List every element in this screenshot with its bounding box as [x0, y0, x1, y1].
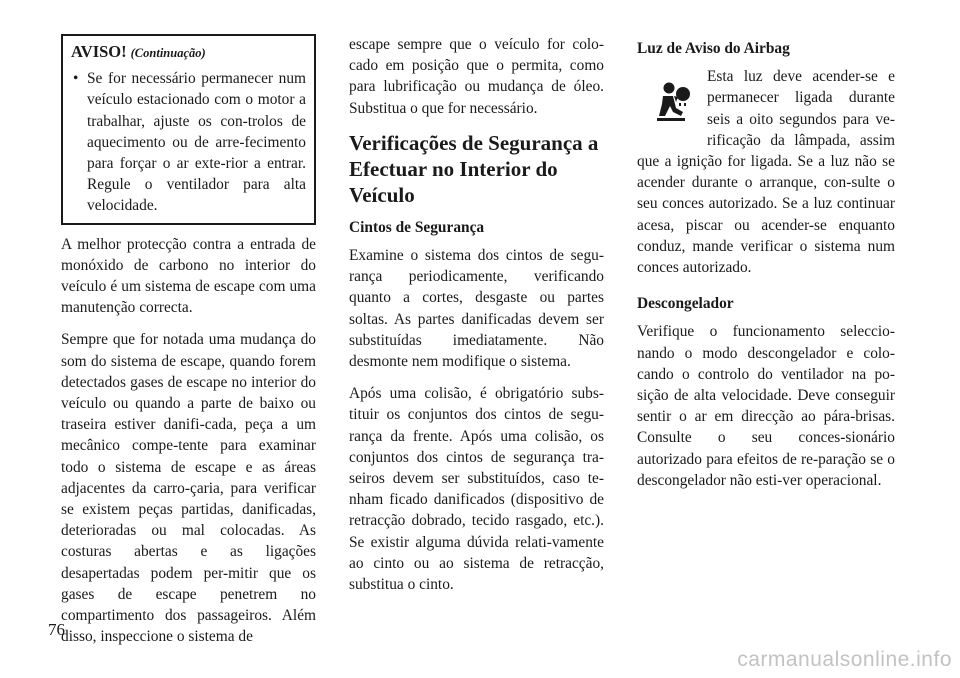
- airbag-warning-icon: [643, 72, 699, 134]
- paragraph-airbag-light: Esta luz deve acender-se e permanecer ligada durante seis a oito segundos para ve-rificação da lâmpada, assim que a ignição for ligada. Se a luz não se acender durante o arranque, con-sulte o seu conces autorizado. Se a luz continuar acesa, piscar ou acender-se enquanto conduz, mande verificar o sistema num conces autorizado.: [637, 68, 895, 277]
- warning-box: [61, 34, 316, 225]
- column-middle: [349, 34, 604, 606]
- airbag-warning-icon-svg: [643, 72, 699, 134]
- warning-list: [71, 68, 306, 216]
- warning-subtitle: (Continuação): [130, 46, 206, 60]
- subsection-title-defroster: Descongelador: [637, 295, 734, 313]
- section-title: Verificações de Segurança a Efectuar no Interior do Veículo: [349, 130, 599, 207]
- page-number: 76: [48, 620, 65, 639]
- paragraph-seatbelt-check: Examine o sistema dos cintos de segu-rança periodicamente, verificando quanto a cortes, desgaste ou partes soltas. As partes danificadas devem ser substituídas imediatamente. Não desmonte nem modifique o sistema.: [349, 247, 604, 371]
- paragraph-seatbelt-collision: Após uma colisão, é obrigatório subs-tituir os conjuntos dos cintos de segu-rança da frente. Após uma colisão, os conjuntos dos cintos de segurança tra-seiros devem ser substituídos, caso te-nham ficado danificados (dispositivo de retracção dobrado, tecido rasgado, etc.). Se existir alguma dúvida relati-vamente ao cinto ou ao sistema de retracção, substitua o cinto.: [349, 385, 604, 594]
- column-right: [637, 34, 895, 502]
- warning-item: • Se for necessário permanecer num veículo estacionado com o motor a trabalhar, ajuste os con-trolos de aquecimento ou de arre-fecimento para forçar o ar exte-rior a entrar. Regule o ventilador para alta velocidade.: [85, 68, 306, 216]
- paragraph-exhaust-inspection: Sempre que for notada uma mudança do som do sistema de escape, quando forem detectados gases de escape no interior do veículo ou quando a parte de baixo ou traseira estiver danifi-cada, peça a um mecânico compe-tente para examinar todo o sistema de escape e as áreas adjacentes da carro-çaria, para verificar se existem peças partidas, danificadas, deterioradas ou mal colocadas. As costuras abertas e as ligações desapertadas podem per-mitir que os gases de escape penetrem no compartimento dos passageiros. Além disso, inspeccione o sistema de: [61, 331, 316, 646]
- paragraph-co-protection: A melhor protecção contra a entrada de monóxido de carbono no interior do veículo é um sistema de escape com uma manutenção correcta.: [61, 235, 316, 317]
- paragraph-defroster: Verifique o funcionamento seleccio-nando o modo descongelador e colo-cando o controlo do ventilador na po-sição de alta velocidade. Deve conseguir sentir o ar em direcção ao pára-brisas. Consulte o seu conces-sionário autorizado para efeitos de re-paração se o descongelador não esti-ver operacional.: [637, 323, 895, 489]
- warning-title: AVISO!: [71, 42, 127, 61]
- watermark: carmanualsonline.info: [737, 648, 952, 671]
- subsection-title-airbag-light: Luz de Aviso do Airbag: [637, 40, 790, 57]
- column-left: [61, 34, 316, 658]
- subsection-title-seatbelts: Cintos de Segurança: [349, 218, 485, 236]
- paragraph-exhaust-continued: escape sempre que o veículo for colo-cado em posição que o permita, como para lubrificação ou mudança de óleo. Substitua o que for necessário.: [349, 36, 604, 117]
- airbag-block: [637, 66, 895, 289]
